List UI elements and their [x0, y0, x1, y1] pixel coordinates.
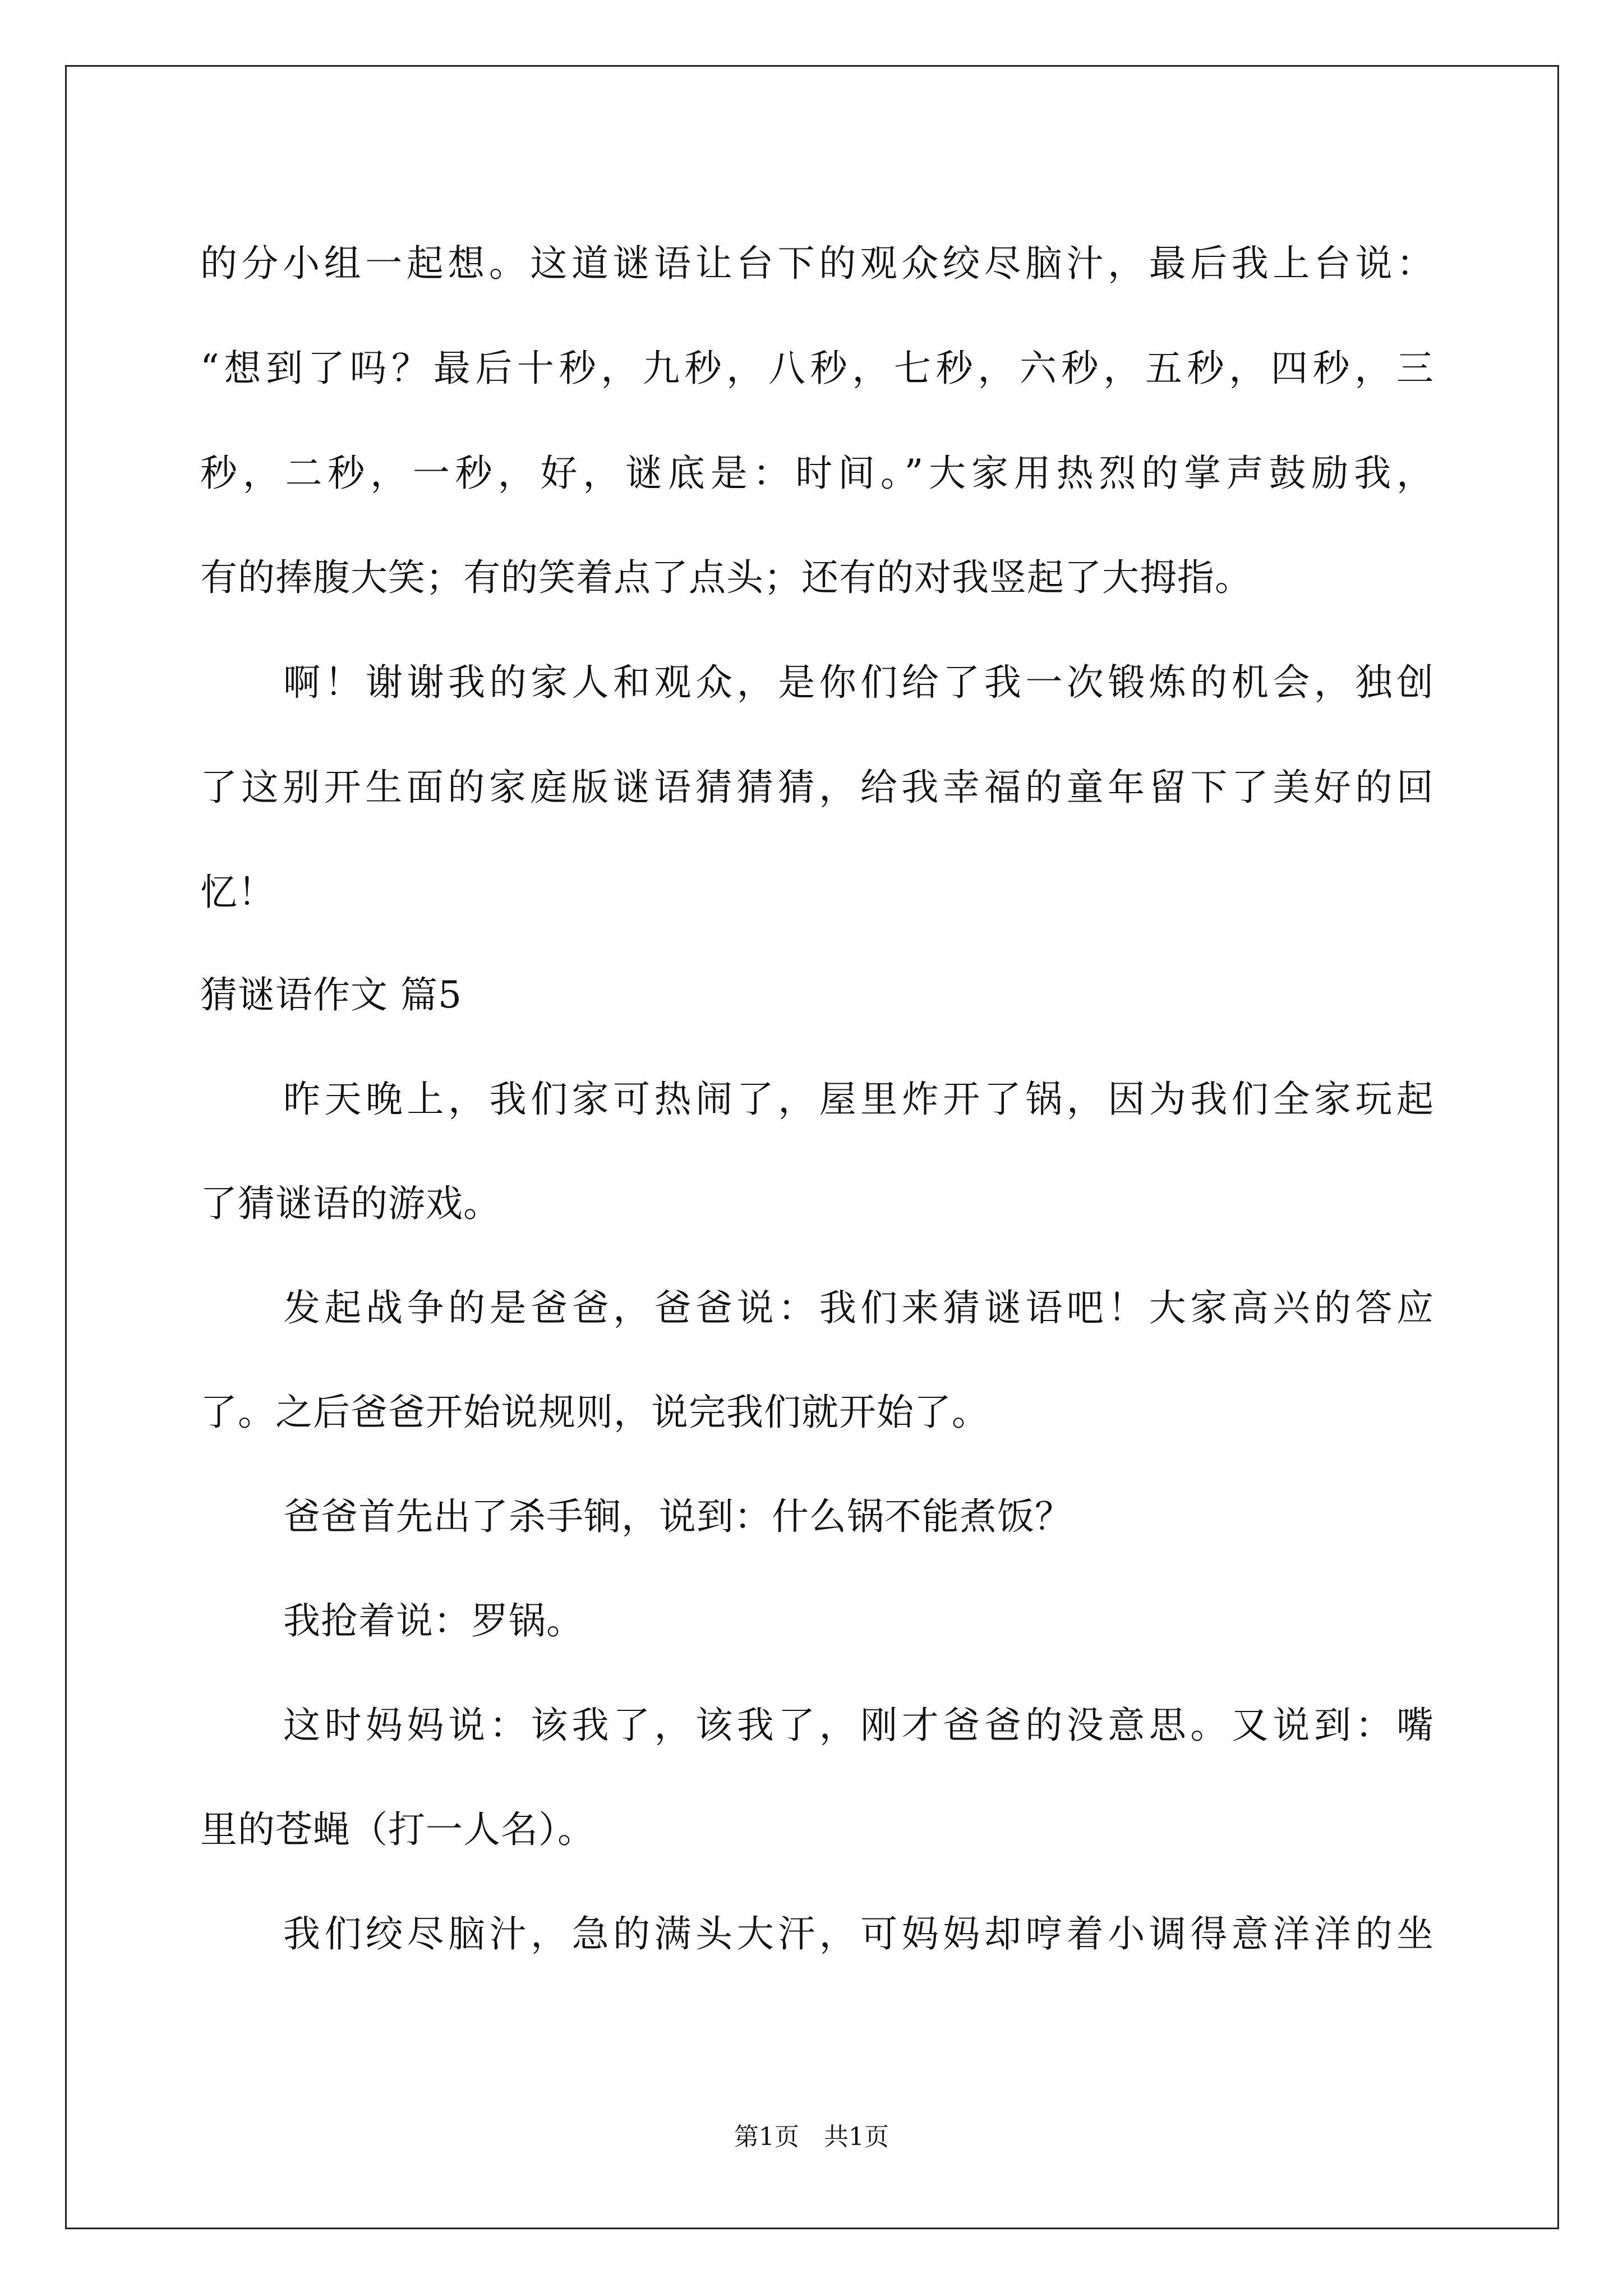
text-line: 爸爸首先出了杀手锏，说到：什么锅不能煮饭？ — [283, 1495, 1072, 1538]
section-heading: 猜谜语作文 篇5 — [200, 973, 462, 1016]
text-line: 我们绞尽脑汁，急的满头大汗，可妈妈却哼着小调得意洋洋的坐 — [283, 1912, 1434, 1955]
text-line: 的分小组一起想。这道谜语让台下的观众绞尽脑汁，最后我上台说： — [200, 242, 1434, 285]
page-footer: 第1页 共1页 — [734, 2123, 889, 2151]
text-line: 了这别开生面的家庭版谜语猜猜猜，给我幸福的童年留下了美好的回 — [200, 766, 1434, 809]
text-line: 忆！ — [200, 871, 275, 914]
text-line: 昨天晚上，我们家可热闹了，屋里炸开了锅，因为我们全家玩起 — [283, 1078, 1434, 1121]
text-line: 里的苍蝇（打一人名）。 — [200, 1808, 595, 1851]
text-line: 秒，二秒，一秒，好，谜底是：时间。”大家用热烈的掌声鼓励我， — [200, 452, 1434, 495]
text-line: 有的捧腹大笑；有的笑着点了点头；还有的对我竖起了大拇指。 — [200, 556, 1252, 599]
text-line: “想到了吗？最后十秒，九秒，八秒，七秒，六秒，五秒，四秒，三 — [200, 347, 1434, 390]
text-line: 我抢着说：罗锅。 — [283, 1599, 584, 1642]
text-line: 了。之后爸爸开始说规则，说完我们就开始了。 — [200, 1391, 989, 1434]
text-line: 发起战争的是爸爸，爸爸说：我们来猜谜语吧！大家高兴的答应 — [283, 1286, 1434, 1329]
text-line: 这时妈妈说：该我了，该我了，刚才爸爸的没意思。又说到：嘴 — [283, 1704, 1434, 1747]
text-line: 啊！谢谢我的家人和观众，是你们给了我一次锻炼的机会，独创 — [283, 661, 1434, 704]
text-line: 了猜谜语的游戏。 — [200, 1182, 501, 1225]
